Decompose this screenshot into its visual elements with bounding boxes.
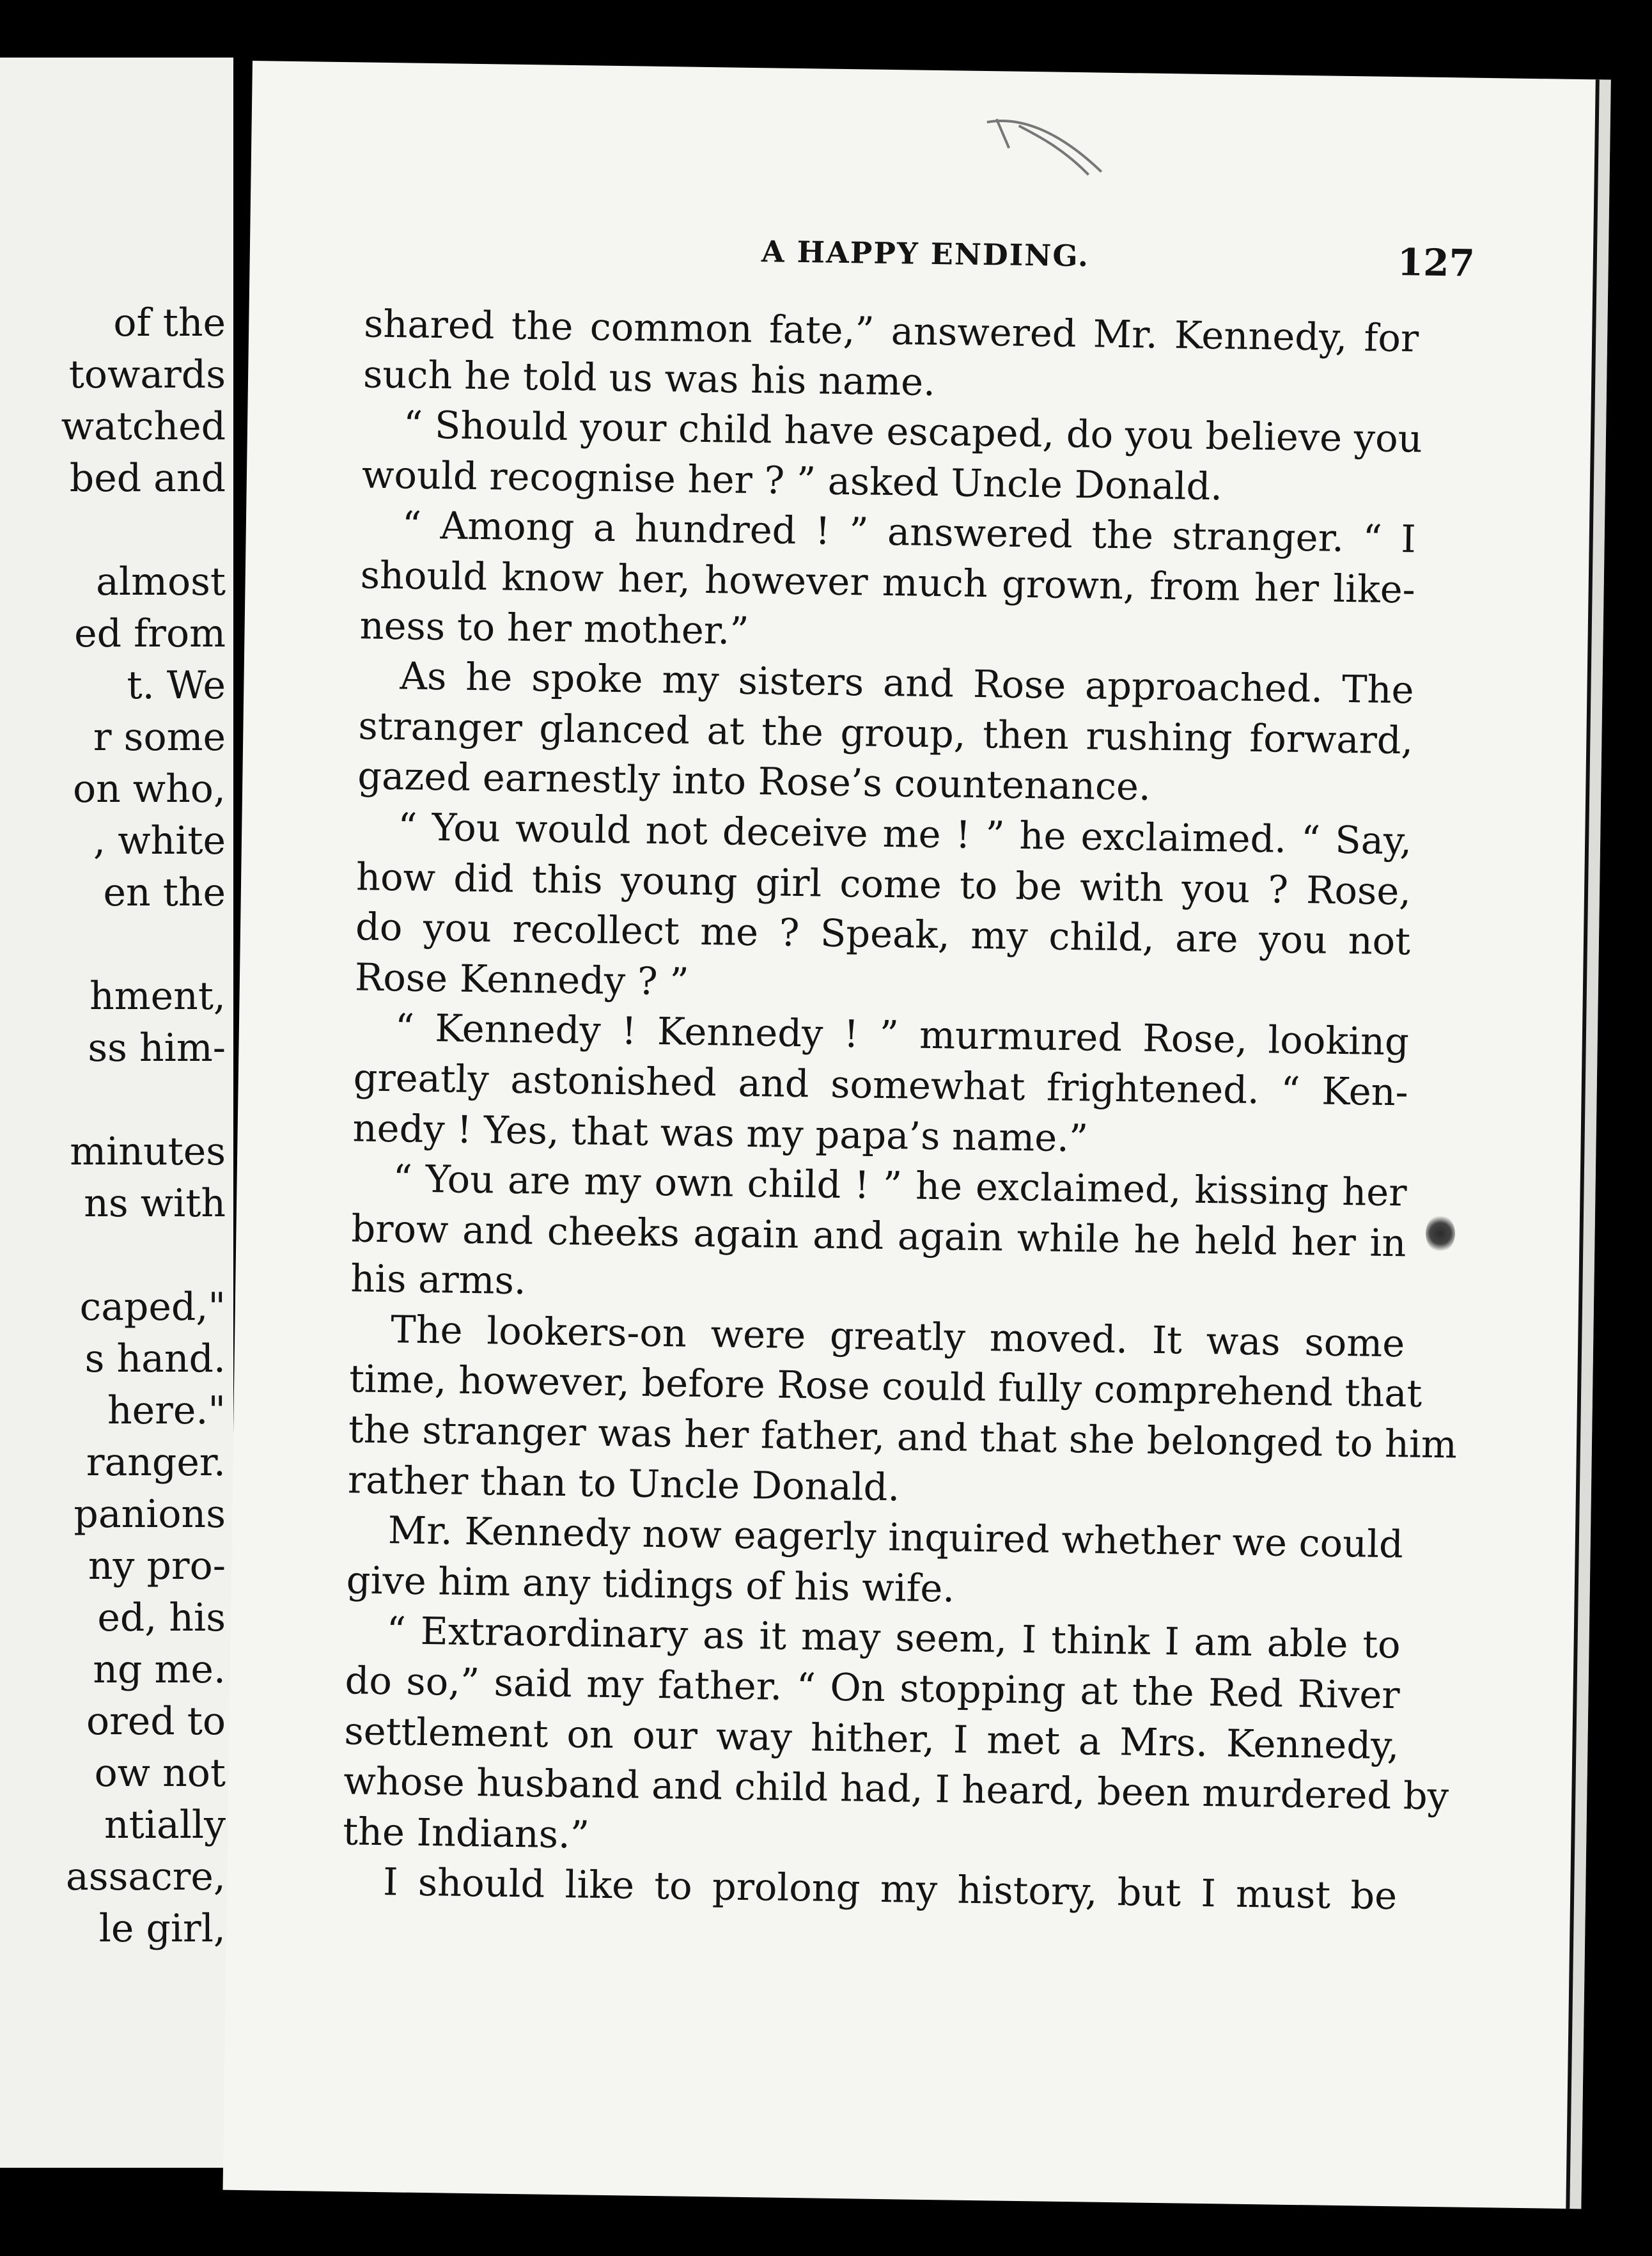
left-page-line: watched bbox=[61, 404, 226, 449]
text-line: stranger glanced at the group, then rushing forward, bbox=[358, 703, 1414, 763]
text-line: shared the common fate,” answered Mr. Kennedy, for bbox=[363, 301, 1419, 361]
left-page bbox=[0, 58, 233, 2168]
left-page-line: panions bbox=[74, 1492, 226, 1537]
left-page-line: ed from bbox=[74, 611, 226, 656]
text-line: nedy ! Yes, that was my papa’s name.” bbox=[352, 1105, 1089, 1160]
text-line: The lookers-on were greatly moved. It was some bbox=[390, 1307, 1405, 1366]
left-page-line: ed, his bbox=[97, 1595, 226, 1640]
left-page-line: ow not bbox=[94, 1751, 226, 1796]
text-line: give him any tidings of his wife. bbox=[346, 1558, 955, 1611]
running-head: A HAPPY ENDING. bbox=[761, 234, 1090, 274]
left-page-line: s hand. bbox=[84, 1336, 226, 1381]
text-line: his arms. bbox=[350, 1256, 527, 1303]
left-page-line: t. We bbox=[127, 663, 226, 708]
left-page-line: ns with bbox=[84, 1181, 226, 1226]
text-line: rather than to Uncle Donald. bbox=[347, 1457, 900, 1510]
left-page-line: of the bbox=[113, 301, 226, 345]
left-page-line: ranger. bbox=[86, 1440, 226, 1485]
left-page-line: ss him- bbox=[88, 1026, 226, 1070]
text-line: should know her, however much grown, from her like- bbox=[360, 552, 1416, 612]
text-line: As he spoke my sisters and Rose approached. The bbox=[400, 654, 1414, 712]
text-line: would recognise her ? ” asked Uncle Donald. bbox=[361, 452, 1223, 509]
ink-speck bbox=[1426, 1215, 1455, 1252]
left-page-line: r some bbox=[93, 715, 226, 760]
text-line: the stranger was her father, and that she belonged to him bbox=[348, 1407, 1458, 1467]
body-text bbox=[342, 299, 1458, 1922]
left-page-line: almost bbox=[96, 560, 226, 604]
text-line: settlement on our way hither, I met a Mrs. Kennedy, bbox=[344, 1708, 1399, 1767]
text-line: time, however, before Rose could fully comprehend that bbox=[348, 1356, 1422, 1416]
page-header bbox=[249, 227, 1609, 297]
text-line: greatly astonished and somewhat frightened. “ Ken- bbox=[353, 1055, 1409, 1115]
left-page-line: le girl, bbox=[98, 1906, 226, 1951]
text-line: how did this young girl come to be with you ? Rose, bbox=[355, 854, 1412, 913]
left-page-line: caped," bbox=[79, 1285, 226, 1329]
text-line: “ You are my own child ! ” he exclaimed, kissing her bbox=[393, 1156, 1407, 1215]
left-page-line: on who, bbox=[72, 767, 226, 811]
text-line: such he told us was his name. bbox=[362, 352, 936, 404]
text-line: do you recollect me ? Speak, my child, are you not bbox=[355, 904, 1411, 964]
text-line: “ Extraordinary as it may seem, I think I am able to bbox=[386, 1608, 1401, 1667]
page-number: 127 bbox=[1397, 240, 1476, 285]
left-page-line: ny pro- bbox=[88, 1544, 226, 1588]
text-line: “ You would not deceive me ! ” he exclaimed. “ Say, bbox=[397, 804, 1412, 863]
text-line: gazed earnestly into Rose’s countenance. bbox=[357, 753, 1151, 810]
left-page-line: towards bbox=[68, 352, 226, 397]
left-page-line: assacre, bbox=[66, 1854, 226, 1899]
text-line: brow and cheeks again and again while he held her in bbox=[351, 1206, 1407, 1265]
text-line: do so,” said my father. “ On stopping at the Red River bbox=[345, 1658, 1400, 1718]
left-page-line: , white bbox=[93, 819, 226, 863]
text-line: “ Should your child have escaped, do you believe you bbox=[403, 402, 1423, 461]
left-page-line: bed and bbox=[69, 456, 226, 501]
text-line: “ Among a hundred ! ” answered the stranger. “ I bbox=[401, 503, 1417, 561]
left-page-line: ntially bbox=[104, 1803, 226, 1847]
scratch-mark bbox=[979, 109, 1134, 201]
text-line: I should like to prolong my history, but I must be bbox=[382, 1860, 1398, 1918]
right-page bbox=[223, 61, 1611, 2209]
text-line: the Indians.” bbox=[342, 1809, 590, 1857]
left-page-line: ored to bbox=[86, 1699, 226, 1744]
left-page-line: en the bbox=[103, 870, 226, 915]
text-line: Mr. Kennedy now eagerly inquired whether we could bbox=[387, 1508, 1404, 1567]
text-line: “ Kennedy ! Kennedy ! ” murmured Rose, looking bbox=[394, 1005, 1410, 1064]
left-page-line: minutes bbox=[70, 1129, 226, 1174]
text-line: ness to her mother.” bbox=[359, 602, 749, 653]
text-line: Rose Kennedy ? ” bbox=[354, 955, 690, 1004]
text-line: whose husband and child had, I heard, been murdered by bbox=[343, 1759, 1449, 1819]
left-page-line: here." bbox=[107, 1388, 226, 1433]
left-page-line: ng me. bbox=[93, 1647, 226, 1692]
left-page-line: hment, bbox=[90, 974, 226, 1019]
